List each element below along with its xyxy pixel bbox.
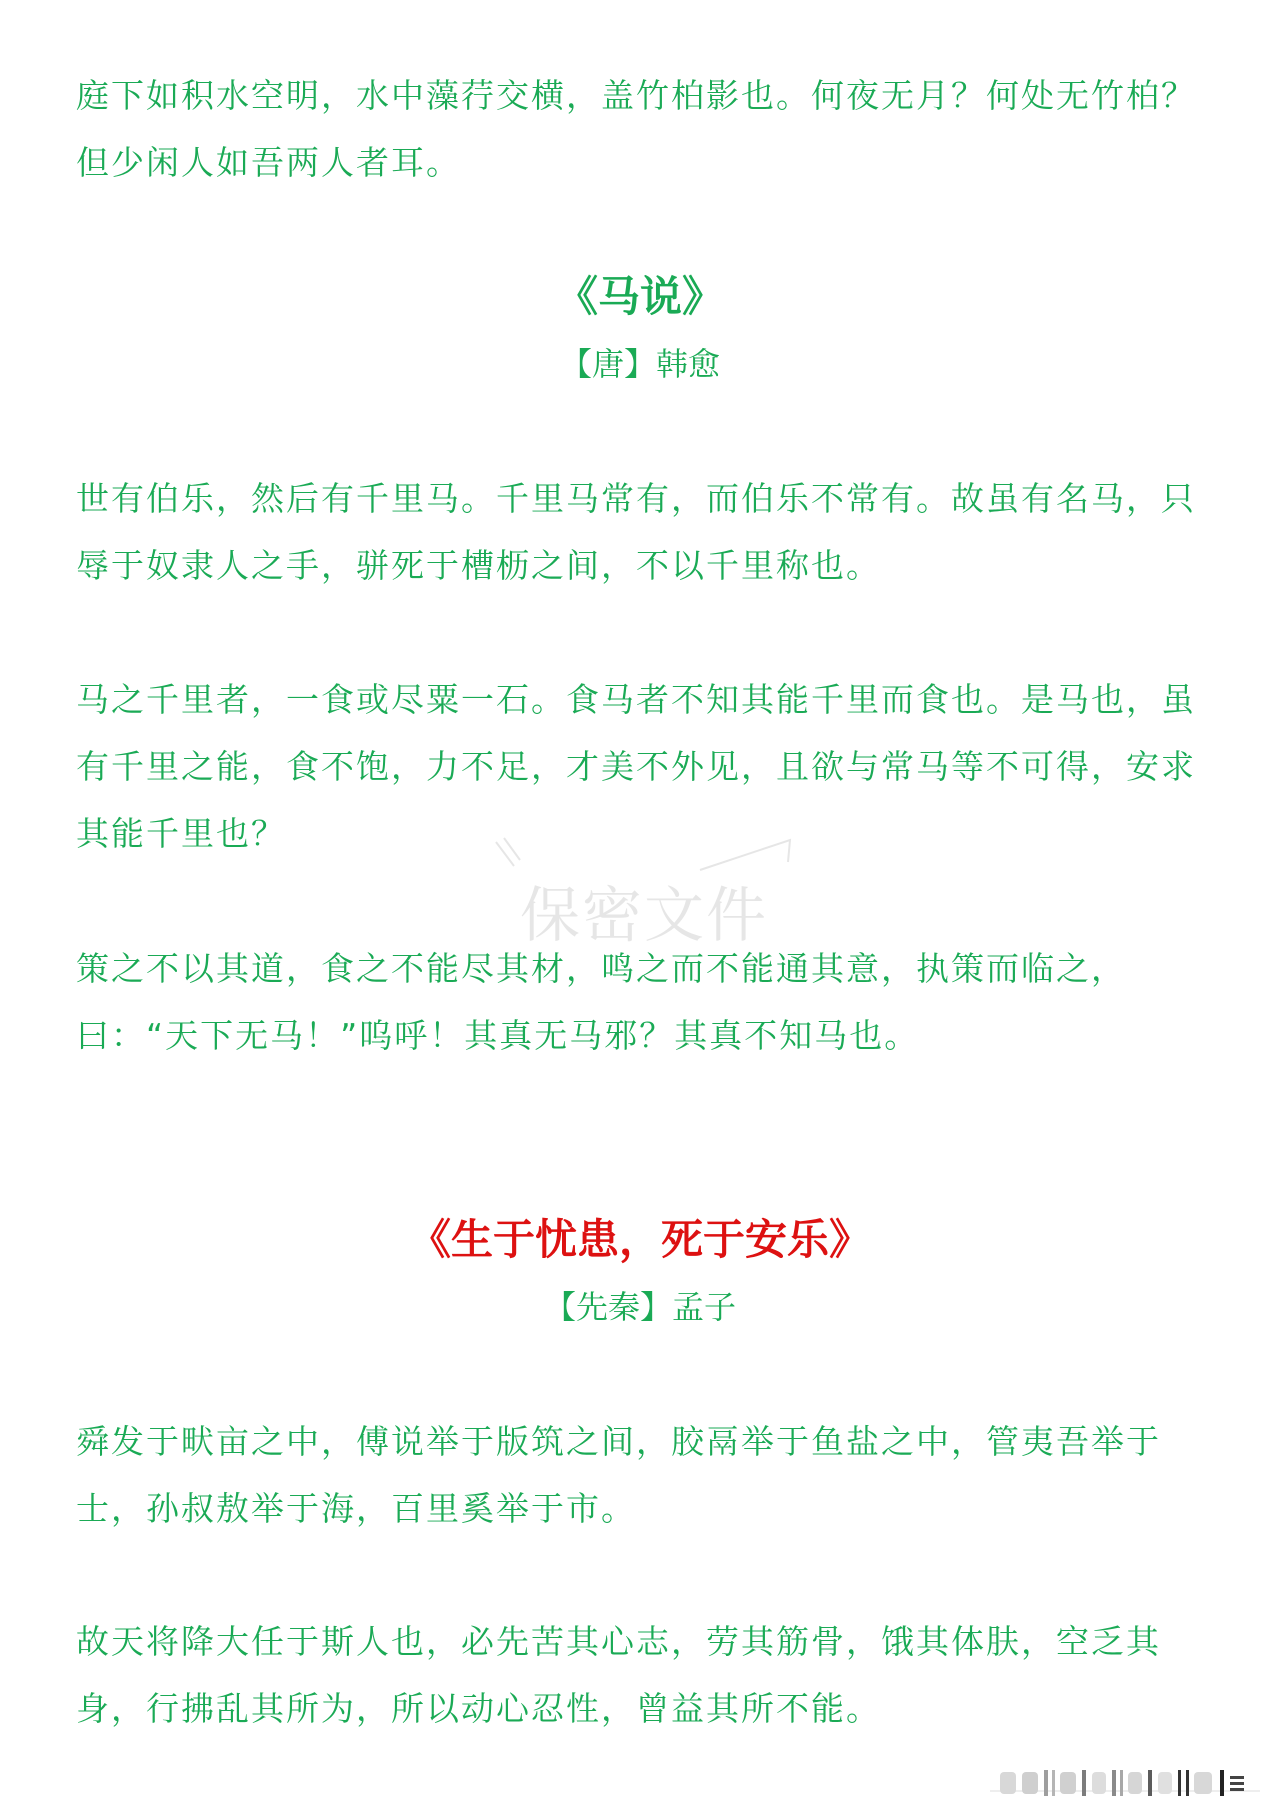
section1-paragraph-1: 世有伯乐，然后有千里马。千里马常有，而伯乐不常有。故虽有名马，只辱于奴隶人之手，骈死于槽枥之间，不以千里称也。 [76,479,1196,585]
watermark-text: 保密文件 [520,881,768,951]
section1-title: 《马说》 [555,272,724,321]
section2-paragraph-1: 舜发于畎亩之中，傅说举于版筑之间，胶鬲举于鱼盐之中，管夷吾举于士，孙叔敖举于海，百里奚举于市。 [76,1422,1161,1528]
section1-paragraph-2: 马之千里者，一食或尽粟一石。食马者不知其能千里而食也。是马也，虽有千里之能，食不饱，力不足，才美不外见，且欲与常马等不可得，安求其能千里也？ [76,680,1196,853]
section1-author: 【唐】韩愈 [559,345,720,383]
section2-title: 《生于忧患，死于安乐》 [408,1215,871,1264]
watermark [490,830,810,960]
barcode-strip-icon [990,1768,1260,1798]
section2-paragraph-2: 故天将降大任于斯人也，必先苦其心志，劳其筋骨，饿其体肤，空乏其身，行拂乱其所为，所以动心忍性，曾益其所不能。 [76,1622,1161,1728]
section2-author: 【先秦】孟子 [543,1288,736,1326]
section1-paragraph-3: 策之不以其道，食之不能尽其材，鸣之而不能通其意，执策而临之，曰：“天下无马！”呜呼！其真无马邪？其真不知马也。 [76,949,1126,1055]
intro-paragraph: 庭下如积水空明，水中藻荇交横，盖竹柏影也。何夜无月？何处无竹柏？但少闲人如吾两人者耳。 [76,76,1196,182]
